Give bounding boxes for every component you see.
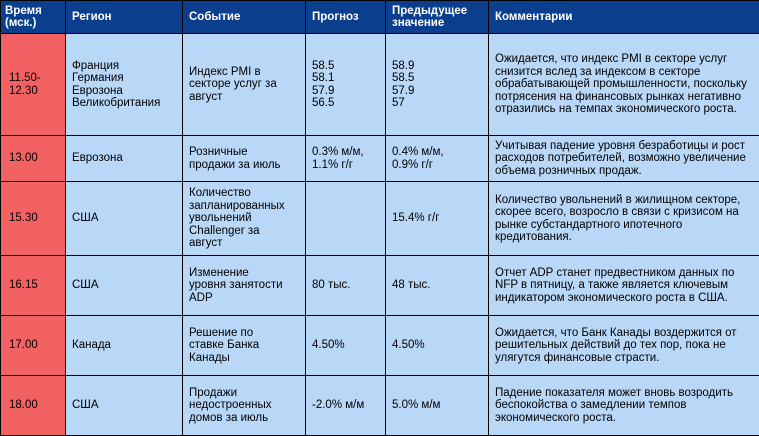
table-row <box>1 256 759 316</box>
previous-cell: 15.4% г/г <box>386 182 489 256</box>
previous-cell: 48 тыс. <box>386 256 489 316</box>
header-forecast: Прогноз <box>306 1 386 34</box>
region-cell: США <box>66 256 183 316</box>
time-cell: 16.15 <box>1 256 66 316</box>
forecast-cell: 58.5 58.1 57.9 56.5 <box>306 34 386 136</box>
table-row <box>1 376 759 436</box>
previous-cell: 5.0% м/м <box>386 376 489 436</box>
forecast-cell: 4.50% <box>306 316 386 376</box>
header-time: Время (мск.) <box>1 1 66 34</box>
previous-cell: 58.9 58.5 57.9 57 <box>386 34 489 136</box>
event-cell: Розничные продажи за июль <box>183 136 306 182</box>
region-cell: США <box>66 376 183 436</box>
event-cell: Решение по ставке Банка Канады <box>183 316 306 376</box>
event-cell: Изменение уровня занятости ADP <box>183 256 306 316</box>
table-row <box>1 182 759 256</box>
table-row <box>1 136 759 182</box>
time-cell: 15.30 <box>1 182 66 256</box>
comment-cell: Отчет ADP станет предвестником данных по NFP в пятницу, а также является ключевым индикатором экономического роста в США. <box>489 256 759 316</box>
time-cell: 17.00 <box>1 316 66 376</box>
event-cell: Продажи недостроенных домов за июль <box>183 376 306 436</box>
forecast-cell: 0.3% м/м, 1.1% г/г <box>306 136 386 182</box>
event-cell: Индекс PMI в секторе услуг за август <box>183 34 306 136</box>
header-region: Регион <box>66 1 183 34</box>
forecast-cell <box>306 182 386 256</box>
comment-cell: Количество увольнений в жилищном секторе, скорее всего, возросло в связи с кризисом на рынке субстандартного ипотечного кредитования. <box>489 182 759 256</box>
event-cell: Количество запланированных увольнений Challenger за август <box>183 182 306 256</box>
time-cell: 11.50- 12.30 <box>1 34 66 136</box>
comment-cell: Падение показателя может вновь возродить беспокойства о замедлении темпов экономического роста. <box>489 376 759 436</box>
time-cell: 18.00 <box>1 376 66 436</box>
forecast-cell: 80 тыс. <box>306 256 386 316</box>
previous-cell: 4.50% <box>386 316 489 376</box>
table-row <box>1 34 759 136</box>
region-cell: США <box>66 182 183 256</box>
header-event: Событие <box>183 1 306 34</box>
header-previous: Предыдущее значение <box>386 1 489 34</box>
region-cell: Еврозона <box>66 136 183 182</box>
comment-cell: Учитывая падение уровня безработицы и рост расходов потребителей, возможно увеличение объема розничных продаж. <box>489 136 759 182</box>
region-cell: Франция Германия Еврозона Великобритания <box>66 34 183 136</box>
table-row <box>1 316 759 376</box>
time-cell: 13.00 <box>1 136 66 182</box>
header-row <box>1 1 759 34</box>
comment-cell: Ожидается, что индекс PMI в секторе услуг снизится вслед за индексом в секторе обрабатывающей промышленности, поскольку потрясения на финансовых рынках негативно отразились на темпах экономического роста. <box>489 34 759 136</box>
forecast-cell: -2.0% м/м <box>306 376 386 436</box>
header-comments: Комментарии <box>489 1 759 34</box>
region-cell: Канада <box>66 316 183 376</box>
previous-cell: 0.4% м/м, 0.9% г/г <box>386 136 489 182</box>
comment-cell: Ожидается, что Банк Канады воздержится от решительных действий до тех пор, пока не улягутся финансовые страсти. <box>489 316 759 376</box>
